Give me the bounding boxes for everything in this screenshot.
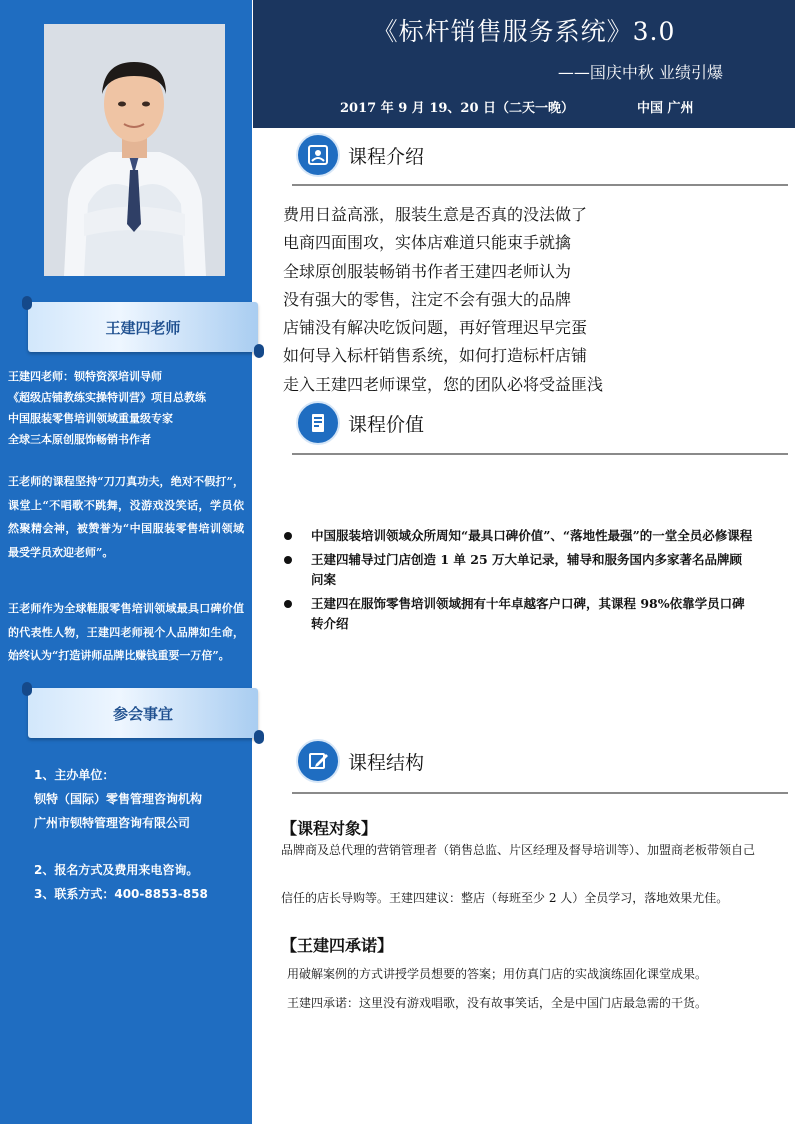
event-date: 2017 年 9 月 19、20 日（二天一晚） [340, 101, 575, 116]
intro-line: 没有强大的零售，注定不会有强大的品牌 [283, 289, 572, 309]
edit-pencil-icon [296, 739, 340, 783]
divider [292, 184, 788, 186]
promise-para-1: 用破解案例的方式讲授学员想要的答案；用仿真门店的实战演练固化课堂成果。 [287, 967, 708, 981]
bio-line: 《超级店铺教练实操特训营》项目总教练 [8, 391, 206, 404]
section-title: 课程结构 [348, 751, 425, 774]
intro-text [283, 201, 603, 399]
attend-label: 参会事宜 [112, 704, 173, 723]
bio-line: 全球三本原创服饰畅销书作者 [8, 433, 151, 446]
sidebar [0, 0, 252, 1124]
person-card-icon [296, 133, 340, 177]
promise-para-2: 王建四承诺：这里没有游戏唱歌，没有故事笑话，全是中国门店最急需的干货。 [287, 996, 708, 1010]
target-heading: 【课程对象】 [281, 819, 378, 838]
teacher-name-banner [28, 302, 258, 352]
info-line: 1、主办单位： [34, 768, 115, 782]
page-header [253, 0, 795, 128]
target-para-2: 信任的店长导购等。王建四建议：整店（每班至少 2 人）全员学习，落地效果尤佳。 [281, 891, 729, 905]
teacher-portrait-image [44, 24, 225, 276]
section-value-header [296, 400, 424, 446]
section-title: 课程价值 [348, 413, 425, 436]
target-para-1: 品牌商及总代理的营销管理者（销售总监、片区经理及督导培训等）、加盟商老板带领自己 [281, 843, 756, 857]
intro-line: 如何导入标杆销售系统，如何打造标杆店铺 [283, 346, 588, 366]
intro-line: 费用日益高涨，服装生意是否真的没法做了 [283, 205, 588, 224]
info-line: 3、联系方式：400-8853-858 [34, 887, 208, 901]
info-line: 广州市钡特管理咨询有限公司 [34, 816, 191, 830]
page-subtitle: ——国庆中秋 业绩引爆 [557, 63, 723, 82]
attend-info [34, 763, 202, 835]
divider [292, 453, 788, 455]
teacher-bio [8, 366, 244, 450]
event-location: 中国 广州 [637, 101, 694, 116]
page-title: 《标杆销售服务系统》3.0 [372, 17, 676, 46]
bio-line: 王建四老师：钡特资深培训导师 [8, 370, 162, 383]
teacher-para-2: 王老师作为全球鞋服零售培训领域最具口碑价值的代表性人物，王建四老师视个人品牌如生命，始终认为“打造讲师品牌比赚钱重要一万倍”。 [8, 602, 244, 662]
info-line: 钡特（国际）零售管理咨询机构 [34, 792, 203, 806]
teacher-photo [44, 24, 225, 276]
attend-info-2 [34, 858, 208, 906]
divider [292, 792, 788, 794]
section-structure-header [296, 738, 424, 784]
teacher-para-1: 王老师的课程坚持“刀刀真功夫，绝对不假打”，课堂上“不唱歌不跳舞，没游戏没笑话，学员依然聚精会神，被赞誉为“中国服装零售培训领域最受学员欢迎老师”。 [8, 475, 244, 559]
intro-line: 店铺没有解决吃饭问题，再好管理迟早完蛋 [283, 318, 588, 338]
list-item: 中国服装培训领域众所周知“最具口碑价值”、“落地性最强”的一堂全员必修课程 [284, 526, 754, 546]
intro-line: 走入王建四老师课堂，您的团队必将受益匪浅 [283, 374, 604, 394]
section-title: 课程介绍 [348, 145, 425, 168]
document-icon [296, 401, 340, 445]
list-item: 王建四在服饰零售培训领域拥有十年卓越客户口碑，其课程 98%依靠学员口碑转介绍 [284, 594, 754, 634]
section-intro-header [296, 132, 424, 178]
promise-heading: 【王建四承诺】 [281, 936, 394, 955]
intro-line: 电商四面围攻，实体店难道只能束手就擒 [283, 233, 572, 253]
value-list [284, 526, 754, 638]
list-item: 王建四辅导过门店创造 1 单 25 万大单记录，辅导和服务国内多家著名品牌顾问案 [284, 550, 754, 590]
attend-banner [28, 688, 258, 738]
info-line: 2、报名方式及费用来电咨询。 [34, 863, 199, 877]
teacher-name-label: 王建四老师 [105, 318, 181, 337]
bio-line: 中国服装零售培训领域重量级专家 [8, 412, 173, 425]
intro-line: 全球原创服装畅销书作者王建四老师认为 [283, 261, 572, 281]
